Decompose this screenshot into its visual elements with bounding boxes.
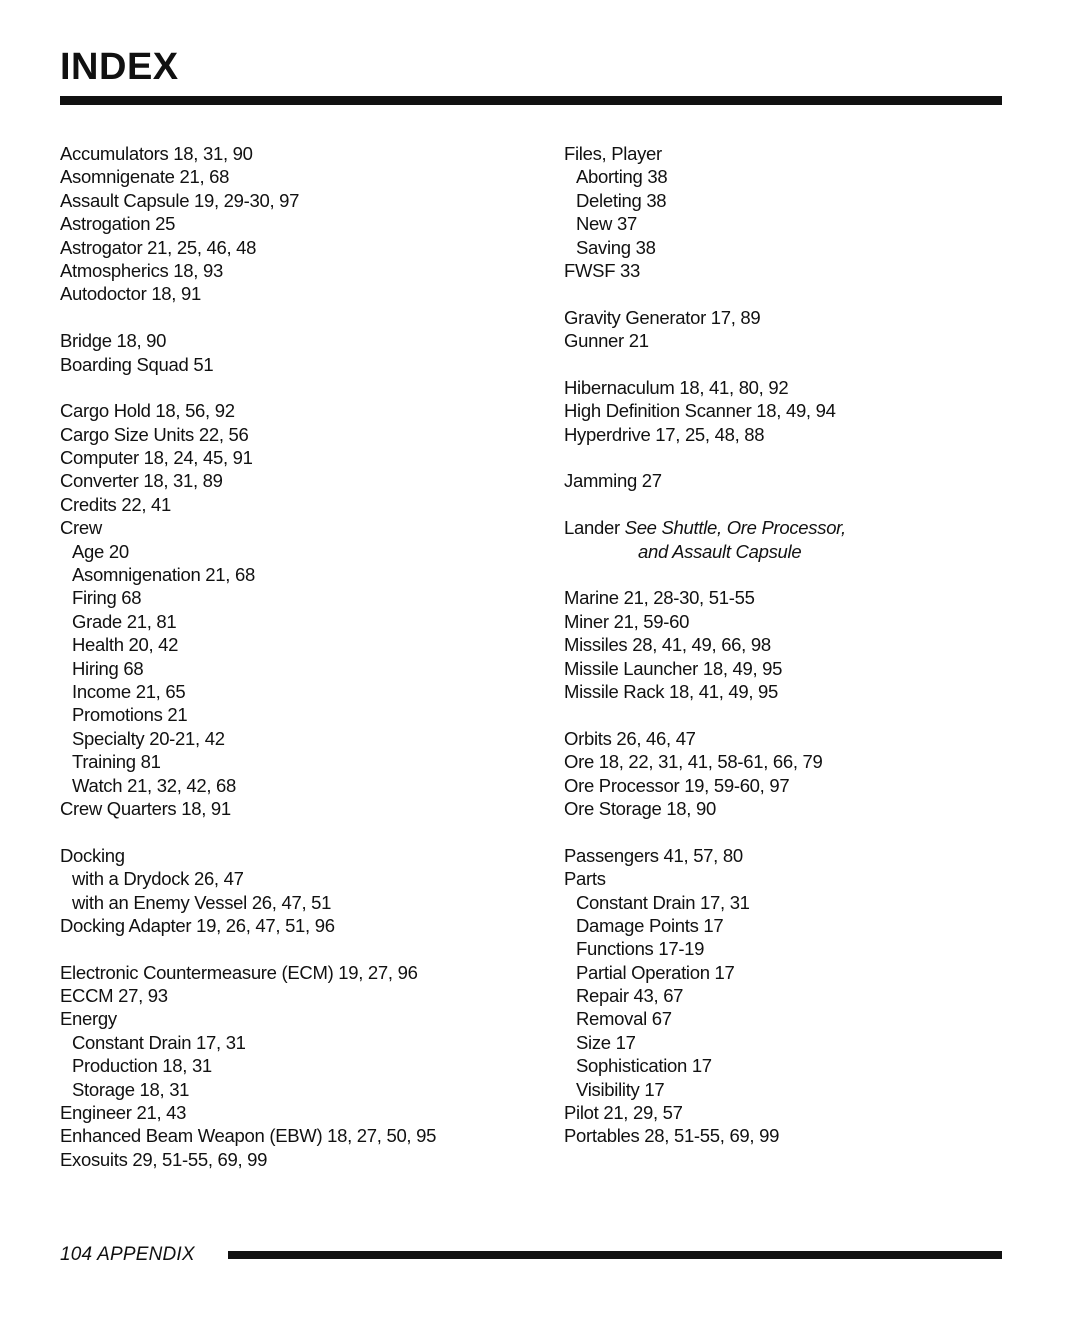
entry-text: Aborting 38 (576, 166, 668, 188)
entry-text: Training 81 (72, 751, 161, 773)
entry-text: Ore 18, 22, 31, 41, 58-61, 66, 79 (564, 751, 823, 773)
group-gap (564, 493, 1034, 516)
index-subentry (564, 212, 1034, 235)
index-column-left (60, 142, 530, 1171)
entry-text: Astrogator 21, 25, 46, 48 (60, 236, 257, 258)
entry-text: Hyperdrive 17, 25, 48, 88 (564, 423, 765, 445)
entry-text: Damage Points 17 (576, 914, 724, 936)
entry-text: Firing 68 (72, 587, 142, 609)
entry-text: Missiles 28, 41, 49, 66, 98 (564, 634, 771, 656)
see-reference: See Shuttle, Ore Processor, (624, 517, 846, 539)
entry-text: Engineer 21, 43 (60, 1102, 187, 1124)
index-subentry (564, 1007, 1034, 1030)
entry-text: Boarding Squad 51 (60, 353, 214, 375)
index-entry (60, 914, 530, 937)
entry-text: Gravity Generator 17, 89 (564, 306, 761, 328)
entry-text: Marine 21, 28-30, 51-55 (564, 587, 755, 609)
entry-text: Passengers 41, 57, 80 (564, 844, 743, 866)
page-title: INDEX (60, 46, 179, 88)
entry-text: Repair 43, 67 (576, 985, 684, 1007)
index-entry (564, 750, 1034, 773)
group-gap (564, 820, 1034, 843)
entry-text: Energy (60, 1008, 117, 1030)
index-entry (60, 1007, 530, 1030)
index-subentry (564, 189, 1034, 212)
entry-text: Grade 21, 81 (72, 610, 177, 632)
entry-text: Exosuits 29, 51-55, 69, 99 (60, 1148, 268, 1170)
entry-text: Converter 18, 31, 89 (60, 470, 223, 492)
group-gap (564, 563, 1034, 586)
index-entry (60, 236, 530, 259)
entry-text: Missile Rack 18, 41, 49, 95 (564, 680, 779, 702)
entry-text: Pilot 21, 29, 57 (564, 1102, 683, 1124)
footer-rule (228, 1251, 1002, 1259)
entry-text: Bridge 18, 90 (60, 330, 167, 352)
entry-text: Docking (60, 844, 125, 866)
index-entry (60, 493, 530, 516)
entry-text: ECCM 27, 93 (60, 985, 168, 1007)
index-entry (564, 1101, 1034, 1124)
group-gap (60, 820, 530, 843)
index-subentry (60, 750, 530, 773)
entry-text: Ore Processor 19, 59-60, 97 (564, 774, 790, 796)
index-entry (564, 1124, 1034, 1147)
entry-text: Production 18, 31 (72, 1055, 212, 1077)
index-entry (60, 844, 530, 867)
entry-text: Docking Adapter 19, 26, 47, 51, 96 (60, 914, 335, 936)
index-entry (60, 469, 530, 492)
entry-text: Partial Operation 17 (576, 961, 735, 983)
entry-text: Income 21, 65 (72, 680, 186, 702)
title-rule (60, 96, 1002, 105)
entry-text: Parts (564, 868, 606, 890)
entry-text: Watch 21, 32, 42, 68 (72, 774, 237, 796)
index-subentry (60, 633, 530, 656)
entry-text: Assault Capsule 19, 29-30, 97 (60, 189, 300, 211)
entry-text: Ore Storage 18, 90 (564, 797, 716, 819)
index-entry (60, 1124, 530, 1147)
index-subentry (564, 984, 1034, 1007)
index-subentry (564, 1078, 1034, 1101)
index-subentry (60, 727, 530, 750)
index-entry (564, 423, 1034, 446)
index-entry (60, 189, 530, 212)
group-gap (564, 353, 1034, 376)
entry-text: Hiring 68 (72, 657, 144, 679)
entry-text: Computer 18, 24, 45, 91 (60, 447, 253, 469)
index-subentry (564, 961, 1034, 984)
entry-text: Orbits 26, 46, 47 (564, 727, 696, 749)
index-subentry (60, 1054, 530, 1077)
entry-text: Size 17 (576, 1031, 636, 1053)
index-entry (564, 516, 1034, 539)
entry-text: Asomnigenate 21, 68 (60, 166, 230, 188)
entry-text: Asomnigenation 21, 68 (72, 564, 255, 586)
index-subentry (60, 867, 530, 890)
entry-text: Functions 17-19 (576, 938, 705, 960)
index-entry (564, 306, 1034, 329)
index-subentry (60, 540, 530, 563)
index-entry (60, 329, 530, 352)
group-gap (564, 282, 1034, 305)
index-subentry (60, 563, 530, 586)
entry-text: Missile Launcher 18, 49, 95 (564, 657, 783, 679)
index-column-right (564, 142, 1034, 1148)
index-entry (564, 774, 1034, 797)
index-entry (60, 212, 530, 235)
entry-text: Crew Quarters 18, 91 (60, 797, 231, 819)
index-entry (564, 376, 1034, 399)
entry-text: Accumulators 18, 31, 90 (60, 143, 253, 164)
entry-text: Electronic Countermeasure (ECM) 19, 27, 96 (60, 961, 418, 983)
index-subentry (60, 657, 530, 680)
index-entry (564, 329, 1034, 352)
entry-text: Cargo Size Units 22, 56 (60, 423, 249, 445)
index-entry (60, 353, 530, 376)
entry-text: with a Drydock 26, 47 (72, 868, 244, 890)
entry-text: Sophistication 17 (576, 1055, 712, 1077)
entry-text: Enhanced Beam Weapon (EBW) 18, 27, 50, 95 (60, 1125, 437, 1147)
group-gap (60, 937, 530, 960)
index-entry (564, 586, 1034, 609)
index-subentry (564, 914, 1034, 937)
index-subentry (60, 680, 530, 703)
entry-text: Age 20 (72, 540, 129, 562)
footer-page-label: 104 APPENDIX (60, 1244, 195, 1265)
see-reference: and Assault Capsule (638, 540, 802, 562)
index-entry (564, 142, 1034, 165)
index-entry (60, 399, 530, 422)
entry-text: Storage 18, 31 (72, 1078, 190, 1100)
index-entry (564, 727, 1034, 750)
group-gap (564, 703, 1034, 726)
index-entry (564, 844, 1034, 867)
index-subentry (60, 703, 530, 726)
index-subentry (60, 586, 530, 609)
group-gap (60, 306, 530, 329)
entry-text: Atmospherics 18, 93 (60, 259, 223, 281)
group-gap (564, 446, 1034, 469)
entry-text: Visibility 17 (576, 1078, 665, 1100)
index-entry (564, 633, 1034, 656)
entry-text: Credits 22, 41 (60, 493, 171, 515)
entry-text: Astrogation 25 (60, 213, 176, 235)
index-entry (564, 469, 1034, 492)
entry-text: Health 20, 42 (72, 634, 179, 656)
index-subentry (60, 1078, 530, 1101)
entry-text: Crew (60, 517, 102, 539)
index-entry (564, 259, 1034, 282)
index-subentry (564, 165, 1034, 188)
entry-text: New 37 (576, 213, 637, 235)
index-entry (60, 797, 530, 820)
entry-text: Files, Player (564, 143, 662, 164)
entry-text: Jamming 27 (564, 470, 662, 492)
index-subentry (60, 774, 530, 797)
entry-text: with an Enemy Vessel 26, 47, 51 (72, 891, 332, 913)
index-entry (60, 961, 530, 984)
index-subentry (564, 937, 1034, 960)
index-subentry (60, 891, 530, 914)
index-entry (60, 165, 530, 188)
index-entry (60, 1101, 530, 1124)
index-entry (60, 446, 530, 469)
index-entry (564, 867, 1034, 890)
index-entry (60, 259, 530, 282)
entry-text: Hibernaculum 18, 41, 80, 92 (564, 376, 789, 398)
index-entry (60, 516, 530, 539)
entry-text: Promotions 21 (72, 704, 188, 726)
entry-text: Lander (564, 517, 625, 539)
entry-text: Deleting 38 (576, 189, 667, 211)
index-entry (60, 282, 530, 305)
index-subentry (60, 610, 530, 633)
index-entry (60, 1148, 530, 1171)
entry-text: Constant Drain 17, 31 (576, 891, 750, 913)
entry-text: Saving 38 (576, 236, 656, 258)
index-entry (564, 399, 1034, 422)
index-entry (564, 540, 1034, 563)
entry-text: High Definition Scanner 18, 49, 94 (564, 400, 836, 422)
index-subentry (564, 1031, 1034, 1054)
index-subentry (564, 236, 1034, 259)
index-entry (564, 610, 1034, 633)
entry-text: Gunner 21 (564, 330, 649, 352)
index-subentry (564, 1054, 1034, 1077)
index-entry (564, 657, 1034, 680)
group-gap (60, 376, 530, 399)
index-entry (60, 142, 530, 165)
entry-text: FWSF 33 (564, 259, 641, 281)
entry-text: Removal 67 (576, 1008, 672, 1030)
entry-text: Constant Drain 17, 31 (72, 1031, 246, 1053)
index-entry (60, 984, 530, 1007)
entry-text: Specialty 20-21, 42 (72, 727, 225, 749)
index-entry (564, 797, 1034, 820)
entry-text: Portables 28, 51-55, 69, 99 (564, 1125, 780, 1147)
entry-text: Cargo Hold 18, 56, 92 (60, 400, 235, 422)
entry-text: Miner 21, 59-60 (564, 610, 690, 632)
index-entry (564, 680, 1034, 703)
index-subentry (564, 891, 1034, 914)
index-subentry (60, 1031, 530, 1054)
entry-text: Autodoctor 18, 91 (60, 283, 201, 305)
index-entry (60, 423, 530, 446)
